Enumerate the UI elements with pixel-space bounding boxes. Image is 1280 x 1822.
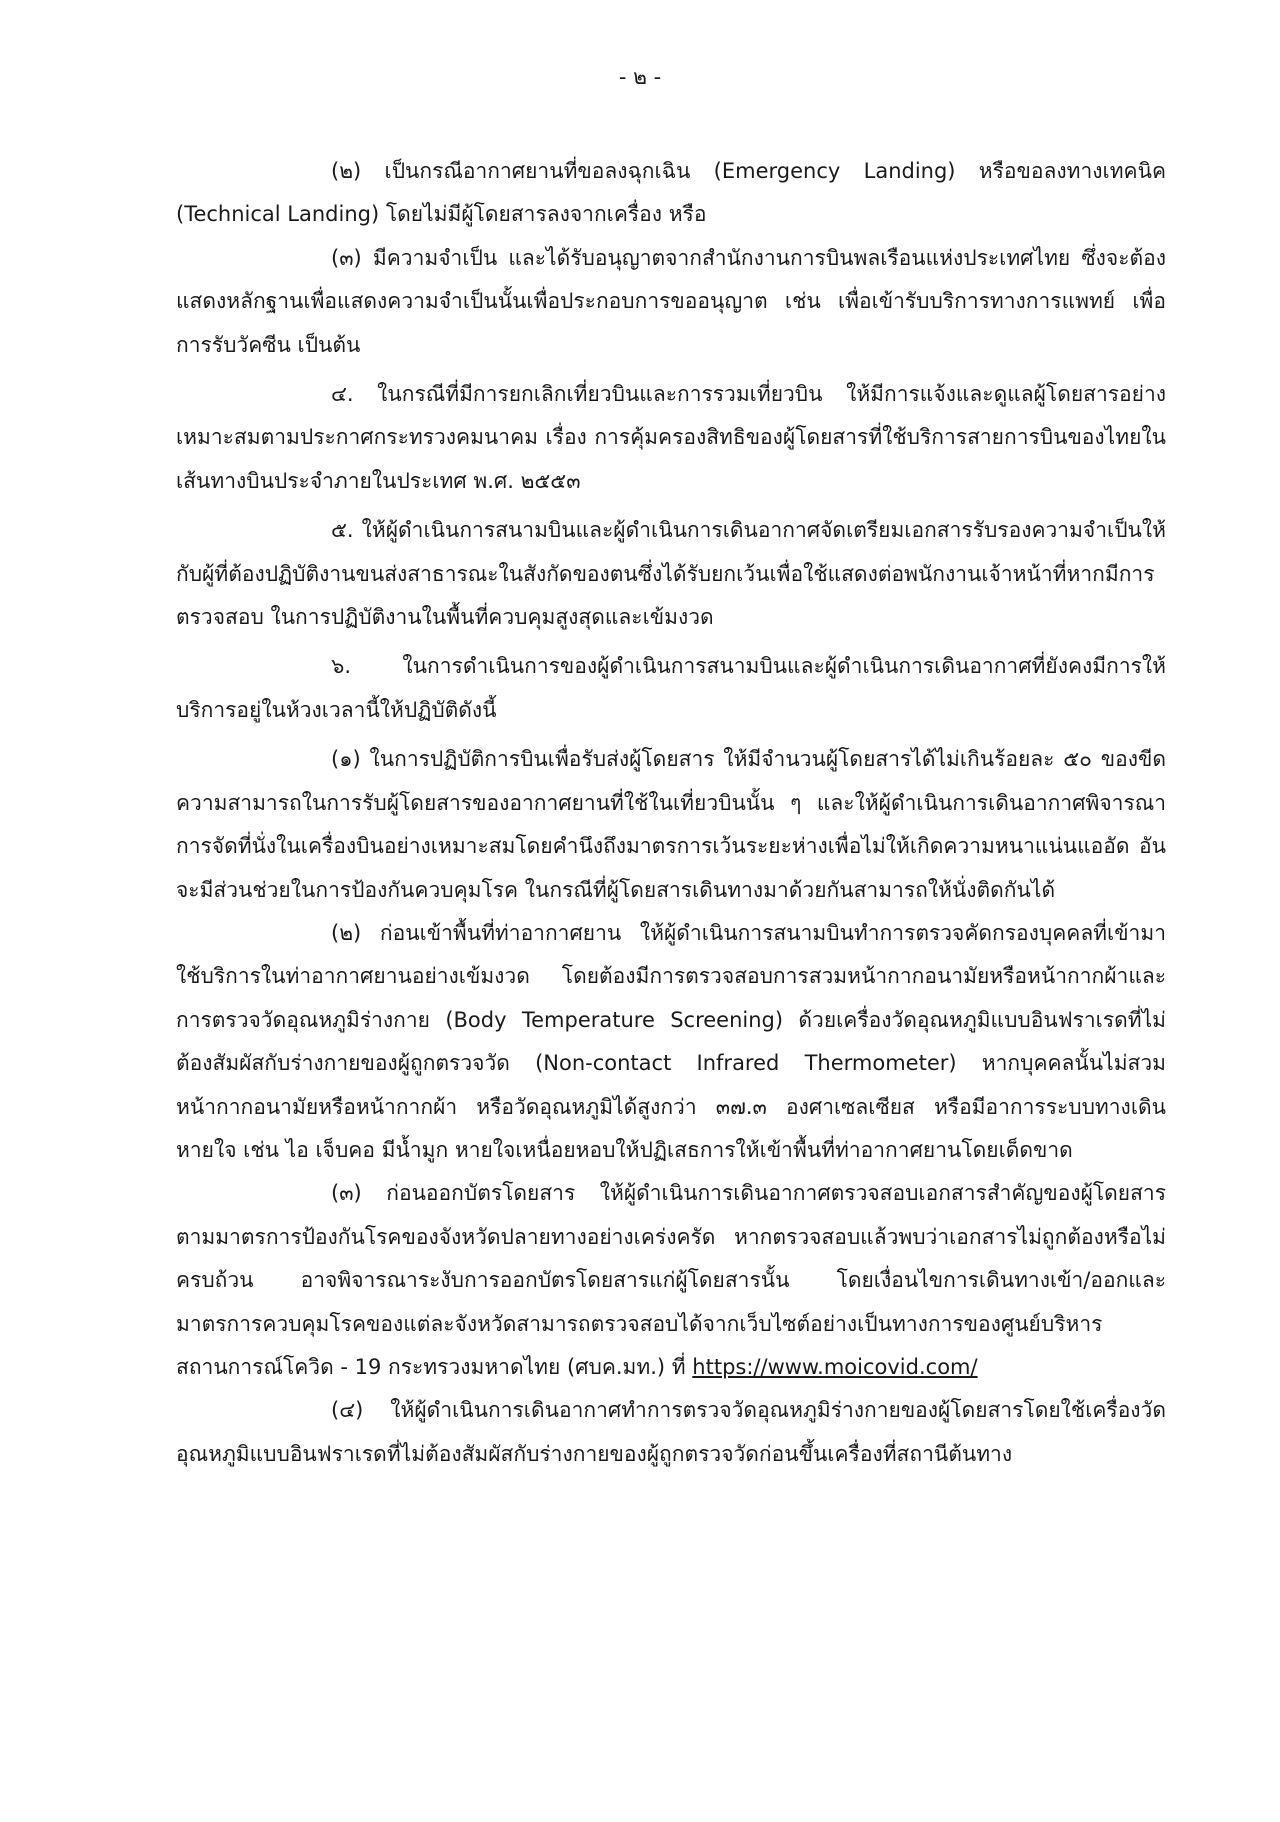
paragraph-clause-5: ๕. ให้ผู้ดำเนินการสนามบินและผู้ดำเนินการเดินอากาศจัดเตรียมเอกสารรับรองความจำเป็นให้กับผู้ที่ต้องปฏิบัติงานขนส่งสาธารณะในสังกัดของตนซึ่งได้รับยกเว้นเพื่อใช้แสดงต่อพนักงานเจ้าหน้าที่หากมีการตรวจสอบ ในการปฏิบัติงานในพื้นที่ควบคุมสูงสุดและเข้มงวด <box>176 518 1166 630</box>
paragraph-item-6-3-text: (๓) ก่อนออกบัตรโดยสาร ให้ผู้ดำเนินการเดินอากาศตรวจสอบเอกสารสำคัญของผู้โดยสารตามมาตรการป้องกันโรคของจังหวัดปลายทางอย่างเคร่งครัด หากตรวจสอบแล้วพบว่าเอกสารไม่ถูกต้องหรือไม่ครบถ้วน อาจพิจารณาระงับการออกบัตรโดยสารแก่ผู้โดยสารนั้น โดยเงื่อนไขการเดินทางเข้า/ออกและมาตรการควบคุมโรคของแต่ละจังหวัดสามารถตรวจสอบได้จากเว็บไซต์อย่างเป็นทางการของศูนย์บริหารสถานการณ์โควิด - 19 กระทรวงมหาดไทย (ศบค.มท.) ที่ <box>176 1181 1166 1379</box>
paragraph-item-6-1: (๑) ในการปฏิบัติการบินเพื่อรับส่งผู้โดยสาร ให้มีจำนวนผู้โดยสารได้ไม่เกินร้อยละ ๕๐ ของขีดความสามารถในการรับผู้โดยสารของอากาศยานที่ใช้ในเที่ยวบินนั้น ๆ และให้ผู้ดำเนินการเดินอากาศพิจารณาการจัดที่นั่งในเครื่องบินอย่างเหมาะสมโดยคำนึงถึงมาตรการเว้นระยะห่างเพื่อไม่ให้เกิดความหนาแน่นแออัด อันจะมีส่วนช่วยในการป้องกันควบคุมโรค ในกรณีที่ผู้โดยสารเดินทางมาด้วยกันสามารถให้นั่งติดกันได้ <box>176 747 1166 902</box>
page-number: - ๒ - <box>618 65 662 89</box>
paragraph-item-6-2: (๒) ก่อนเข้าพื้นที่ท่าอากาศยาน ให้ผู้ดำเนินการสนามบินทำการตรวจคัดกรองบุคคลที่เข้ามาใช้บริการในท่าอากาศยานอย่างเข้มงวด โดยต้องมีการตรวจสอบการสวมหน้ากากอนามัยหรือหน้ากากผ้าและการตรวจวัดอุณหภูมิร่างกาย (Body Temperature Screening) ด้วยเครื่องวัดอุณหภูมิแบบอินฟราเรดที่ไม่ต้องสัมผัสกับร่างกายของผู้ถูกตรวจวัด (Non-contact Infrared Thermometer) หากบุคคลนั้นไม่สวมหน้ากากอนามัยหรือหน้ากากผ้า หรือวัดอุณหภูมิได้สูงกว่า ๓๗.๓ องศาเซลเซียส หรือมีอาการระบบทางเดินหายใจ เช่น ไอ เจ็บคอ มีน้ำมูก หายใจเหนื่อยหอบให้ปฏิเสธการให้เข้าพื้นที่ท่าอากาศยานโดยเด็ดขาด <box>176 920 1166 1162</box>
paragraph-item-3-3: (๓) มีความจำเป็น และได้รับอนุญาตจากสำนักงานการบินพลเรือนแห่งประเทศไทย ซึ่งจะต้องแสดงหลักฐานเพื่อแสดงความจำเป็นนั้นเพื่อประกอบการขออนุญาต เช่น เพื่อเข้ารับบริการทางการแพทย์ เพื่อการรับวัคซีน เป็นต้น <box>176 245 1166 357</box>
paragraph-clause-6: ๖. ในการดำเนินการของผู้ดำเนินการสนามบินและผู้ดำเนินการเดินอากาศที่ยังคงมีการให้บริการอยู่ในห้วงเวลานี้ให้ปฏิบัติดังนี้ <box>176 654 1166 722</box>
document-body <box>176 150 1166 1476</box>
paragraph-item-6-3 <box>176 1172 1166 1389</box>
paragraph-item-3-2: (๒) เป็นกรณีอากาศยานที่ขอลงฉุกเฉิน (Emergency Landing) หรือขอลงทางเทคนิค (Technical Landing) โดยไม่มีผู้โดยสารลงจากเครื่อง หรือ <box>176 159 1166 227</box>
moicovid-link[interactable]: https://www.moicovid.com/ <box>692 1354 978 1379</box>
paragraph-clause-4: ๔. ในกรณีที่มีการยกเลิกเที่ยวบินและการรวมเที่ยวบิน ให้มีการแจ้งและดูแลผู้โดยสารอย่างเหมาะสมตามประกาศกระทรวงคมนาคม เรื่อง การคุ้มครองสิทธิของผู้โดยสารที่ใช้บริการสายการบินของไทยในเส้นทางบินประจำภายในประเทศ พ.ศ. ๒๕๕๓ <box>176 382 1166 493</box>
paragraph-item-6-4: (๔) ให้ผู้ดำเนินการเดินอากาศทำการตรวจวัดอุณหภูมิร่างกายของผู้โดยสารโดยใช้เครื่องวัดอุณหภูมิแบบอินฟราเรดที่ไม่ต้องสัมผัสกับร่างกายของผู้ถูกตรวจวัดก่อนขึ้นเครื่องที่สถานีต้นทาง <box>176 1398 1166 1466</box>
